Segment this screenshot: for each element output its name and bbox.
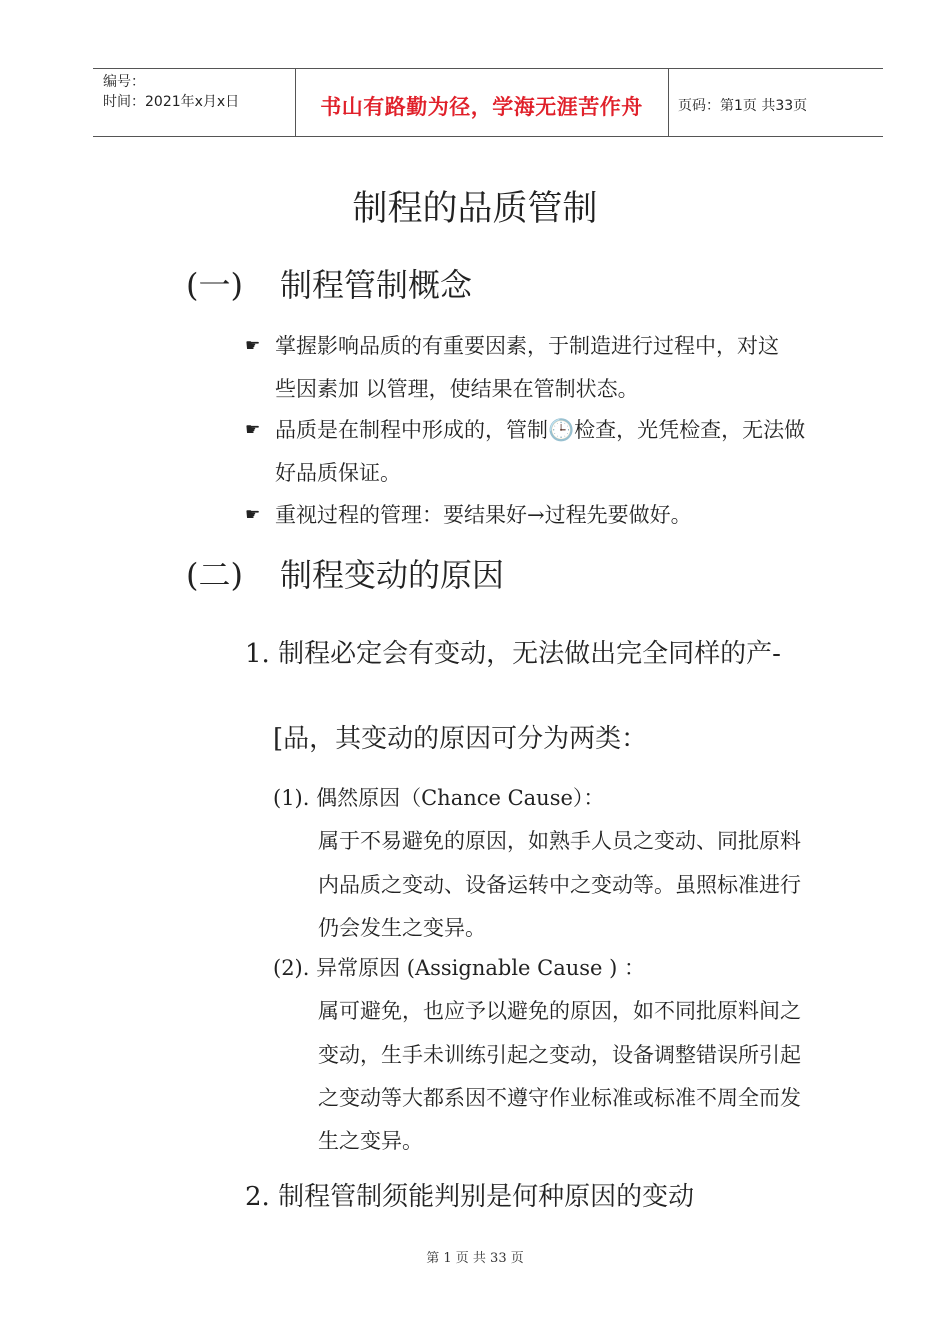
pointing-hand-icon: ☛ <box>245 336 261 356</box>
section-heading-2 <box>186 550 504 596</box>
list-item-1-continued: [品，其变动的原因可分为两类： <box>273 724 648 754</box>
section-heading-1 <box>186 260 472 306</box>
time-label: 时间：2021年x月x日 <box>103 94 240 110</box>
header-right-cell <box>669 69 883 136</box>
page-footer: 第 1 页 共 33 页 <box>426 1251 524 1266</box>
sub-item-label: (1). 偶然原因（Chance Cause）： <box>273 786 605 810</box>
pointing-hand-icon: ☛ <box>245 505 261 525</box>
paragraph-line: 之变动等大都系因不遵守作业标准或标准不周全而发 <box>318 1086 801 1110</box>
paragraph-line: 变动，生手未训练引起之变动，设备调整错误所引起 <box>318 1043 801 1067</box>
bullet-line: 好品质保证。 <box>275 461 401 485</box>
page-info: 页码：第1页 共33页 <box>678 98 808 114</box>
document-header <box>93 68 883 137</box>
pointing-hand-icon: ☛ <box>245 420 261 440</box>
section-number: (二) <box>186 556 243 594</box>
bullet-line: 掌握影响品质的有重要因素，于制造进行过程中，对这 <box>275 334 779 358</box>
bullet-line: 些因素加 以管理，使结果在管制状态。 <box>275 377 639 401</box>
paragraph-line: 内品质之变动、设备运转中之变动等。虽照标准进行 <box>318 873 801 897</box>
paragraph-line: 属可避免，也应予以避免的原因，如不同批原料间之 <box>318 999 801 1023</box>
paragraph-line: 属于不易避免的原因，如熟手人员之变动、同批原料 <box>318 829 801 853</box>
header-left-cell <box>93 69 296 136</box>
sub-item-label: (2). 异常原因 (Assignable Cause ) ： <box>273 956 646 980</box>
header-motto: 书山有路勤为径，学海无涯苦作舟 <box>320 94 643 119</box>
paragraph-line: 生之变异。 <box>318 1129 423 1153</box>
bullet-line: 重视过程的管理：要结果好→过程先要做好。 <box>275 503 692 527</box>
section-title: 制程变动的原因 <box>280 556 505 594</box>
section-title: 制程管制概念 <box>280 266 473 304</box>
number-label: 编号： <box>103 74 145 90</box>
list-item-1: 1. 制程必定会有变动，无法做出完全同样的产- <box>245 639 781 669</box>
section-number: (一) <box>186 266 243 304</box>
bullet-line: 品质是在制程中形成的，管制🕒检查，光凭检查，无法做 <box>275 418 806 442</box>
paragraph-line: 仍会发生之变异。 <box>318 916 486 940</box>
header-middle-cell <box>295 69 669 136</box>
list-item-2: 2. 制程管制须能判别是何种原因的变动 <box>245 1182 695 1212</box>
page-title: 制程的品质管制 <box>352 189 598 229</box>
